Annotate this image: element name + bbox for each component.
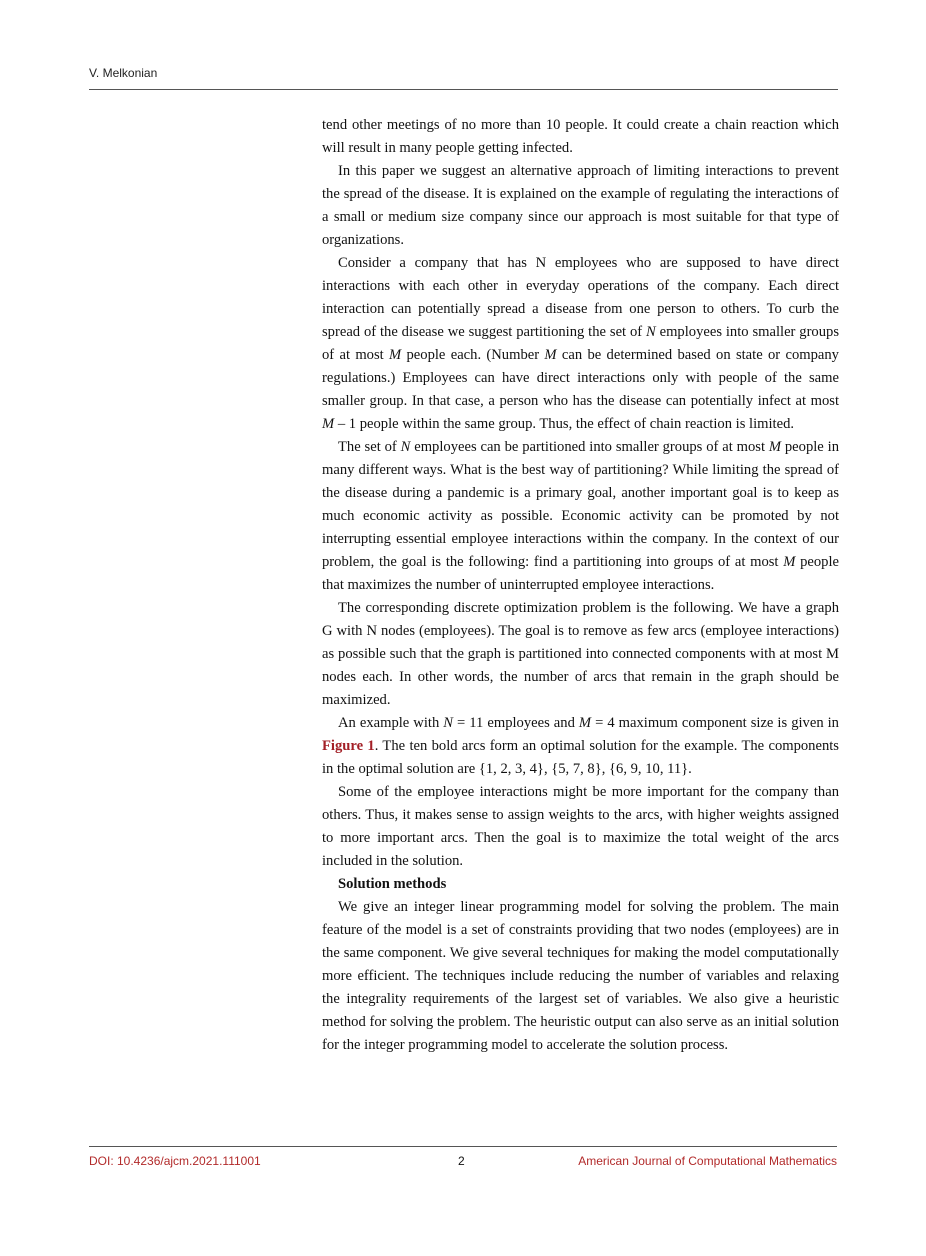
paragraph-partitioning-goal: The set of N employees can be partitioned into smaller groups of at most M people in many different ways. What is the best way of partitioning? While limiting the spread of the disease during a pandemic is a primary goal, another important goal is to keep as much economic activity as possible. Economic activity can be promoted by not interrupting essential employee interactions within the company. In the context of our problem, the goal is the following: find a partitioning into groups of at most M people that maximizes the number of uninterrupted employee interactions. (322, 439, 839, 593)
header-rule (89, 89, 838, 90)
math-m: M (389, 347, 402, 363)
paragraph-optimization-problem: The corresponding discrete optimization problem is the following. We have a graph G with N nodes (employees). The goal is to remove as few arcs (employee interactions) as possible such that the graph is partitioned into connected components with at most M nodes each. In other words, the number of arcs that remain in the graph should be maximized. (322, 600, 839, 708)
paragraph-continuation: tend other meetings of no more than 10 people. It could create a chain reaction which will result in many people getting infected. (322, 117, 839, 156)
math-m: M (768, 439, 782, 455)
paragraph-solution-methods: We give an integer linear programming model for solving the problem. The main feature of the model is a set of constraints providing that two nodes (employees) are in the same component. We give several techniques for making the model computationally more efficient. The techniques include reducing the number of variables and relaxing the integrality requirements of the largest set of variables. We also give a heuristic method for solving the problem. The heuristic output can also serve as an initial solution for the integer programming model to accelerate the solution process. (322, 899, 839, 1053)
figure-1-link[interactable]: Figure 1 (322, 738, 375, 754)
footer-rule (89, 1146, 837, 1147)
footer-journal-link[interactable]: American Journal of Computational Mathematics (578, 1154, 837, 1168)
section-heading-solution-methods: Solution methods (338, 876, 447, 892)
math-m: M (322, 416, 335, 432)
math-m: M (783, 554, 796, 570)
running-head-author: V. Melkonian (89, 66, 158, 80)
math-n: N (400, 439, 411, 455)
math-n: N (443, 715, 454, 731)
paragraph-company-model: Consider a company that has N employees who are supposed to have direct interactions with each other in everyday operations of the company. Each direct interaction can potentially spread a disease from one person to others. To curb the spread of the disease we suggest partitioning the set of N employees into smaller groups of at most M people each. (Number M can be determined based on state or company regulations.) Employees can have direct interactions only with people of the same smaller group. In that case, a person who has the disease can potentially infect at most M – 1 people within the same group. Thus, the effect of chain reaction is limited. (322, 255, 840, 432)
footer-doi-link[interactable]: DOI: 10.4236/ajcm.2021.111001 (89, 1154, 261, 1168)
footer-page-number: 2 (458, 1154, 465, 1168)
paragraph-example: An example with N = 11 employees and M = 4 maximum component size is given in Figure 1. The ten bold arcs form an optimal solution for the example. The components in the optimal solution are {1, 2, 3, 4}, {5, 7, 8}, {6, 9, 10, 11}. (322, 715, 839, 777)
math-n: N (646, 324, 656, 340)
body-text-column (322, 114, 839, 1057)
paragraph-weights: Some of the employee interactions might be more important for the company than others. Thus, it makes sense to assign weights to the arcs, with higher weights assigned to more important arcs. Then the goal is to maximize the total weight of the arcs included in the solution. (322, 784, 839, 869)
math-m: M (578, 715, 592, 731)
paragraph-approach: In this paper we suggest an alternative approach of limiting interactions to prevent the spread of the disease. It is explained on the example of regulating the interactions of a small or medium size company since our approach is most suitable for that type of organizations. (322, 163, 839, 248)
math-m: M (544, 347, 557, 363)
